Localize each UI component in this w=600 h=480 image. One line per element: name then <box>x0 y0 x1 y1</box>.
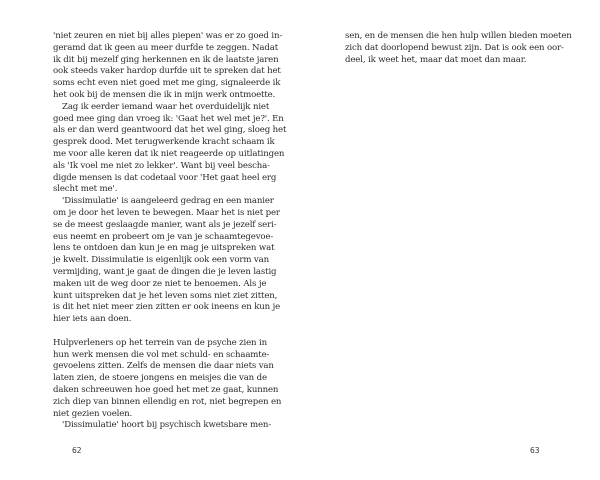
text-line: ook steeds vaker hardop durfde uit te spreken dat het <box>53 66 281 77</box>
text-line: om je door het leven te bewegen. Maar het is niet per <box>53 207 280 218</box>
text-line: kunt uitspreken dat je het leven soms niet ziet zitten, <box>53 290 278 301</box>
paragraph <box>53 196 281 326</box>
text-line: Zag ik eerder iemand waar het overduidelijk niet <box>62 101 270 112</box>
text-line: als er dan werd geantwoord dat het wel ging, sloeg het <box>53 125 287 136</box>
text-line: hier iets aan doen. <box>53 314 132 325</box>
text-line: gesprek dood. Met terugwerkende kracht schaam ik <box>53 137 275 148</box>
text-line: me voor alle keren dat ik niet reageerde op uitlatingen <box>53 148 285 159</box>
text-line: maken uit de weg door ze niet te benoemen. Als je <box>53 278 267 289</box>
paragraph <box>53 420 272 432</box>
text-line: laten zien, de stoere jongens en meisjes die van de <box>53 373 267 384</box>
page-number-right: 63 <box>530 446 540 455</box>
text-line: slecht met me'. <box>53 184 118 195</box>
text-line: Hulpverleners op het terrein van de psyche zien in <box>53 337 268 348</box>
paragraph <box>53 31 283 102</box>
text-line: het ook bij de mensen die ik in mijn werk ontmoette. <box>53 89 276 100</box>
paragraph-spacer <box>53 326 256 338</box>
text-line: 'Dissimulatie' hoort bij psychisch kwetsbare men- <box>62 420 272 431</box>
text-line: je kwelt. Dissimulatie is eigenlijk ook een vorm van <box>53 255 269 266</box>
text-line: deel, ik weet het, maar dat moet dan maar. <box>345 54 527 65</box>
text-line: eus neemt en probeert om je van je schaamtegevoe- <box>53 231 274 242</box>
text-line: is dit het niet meer zien zitten er ook ineens en kun je <box>53 302 281 313</box>
text-line: gevoelens zitten. Zelfs de mensen die daar niets van <box>53 361 274 372</box>
text-line: zich dat doorlopend bewust zijn. Dat is ook een oor- <box>345 42 564 53</box>
text-line: niet gezien voelen. <box>53 408 133 419</box>
text-line: als 'Ik voel me niet zo lekker'. Want bij veel bescha- <box>53 160 270 171</box>
right-page-body <box>345 31 572 66</box>
text-line: sen, en de mensen die hen hulp willen bieden moeten <box>345 31 572 41</box>
left-page-body <box>53 31 287 432</box>
text-line: daken schreeuwen hoe goed het met ze gaat, kunnen <box>53 384 279 395</box>
paragraph <box>345 31 572 66</box>
text-line: digde mensen is dat codetaal voor 'Het gaat heel erg <box>53 172 277 183</box>
text-line: se de meest geslaagde manier, want als je jezelf seri- <box>53 219 277 230</box>
text-line: goed mee ging dan vroeg ik: 'Gaat het wel met je?'. En <box>53 113 284 124</box>
text-line: vermijding, want je gaat de dingen die je leven lastig <box>53 266 277 277</box>
right-page <box>300 0 600 480</box>
text-line: 'niet zeuren en niet bij alles piepen' was er zo goed in- <box>53 31 283 41</box>
paragraph <box>53 101 287 196</box>
text-line: geramd dat ik geen au meer durfde te zeggen. Nadat <box>53 42 279 53</box>
text-line: lens te ontdoen dan kun je en mag je uitspreken wat <box>53 243 275 254</box>
text-line: ik dit bij mezelf ging herkennen en ik de laatste jaren <box>53 54 279 65</box>
text-line: zich diep van binnen ellendig en rot, niet begrepen en <box>53 396 282 407</box>
text-line: soms echt even niet goed met me ging, signaleerde ik <box>53 78 281 89</box>
paragraph <box>53 337 282 421</box>
text-line: 'Dissimulatie' is aangeleerd gedrag en een manier <box>62 196 274 207</box>
text-line: hun werk mensen die vol met schuld- en schaamte- <box>53 349 270 360</box>
page-number-left: 62 <box>72 446 82 455</box>
